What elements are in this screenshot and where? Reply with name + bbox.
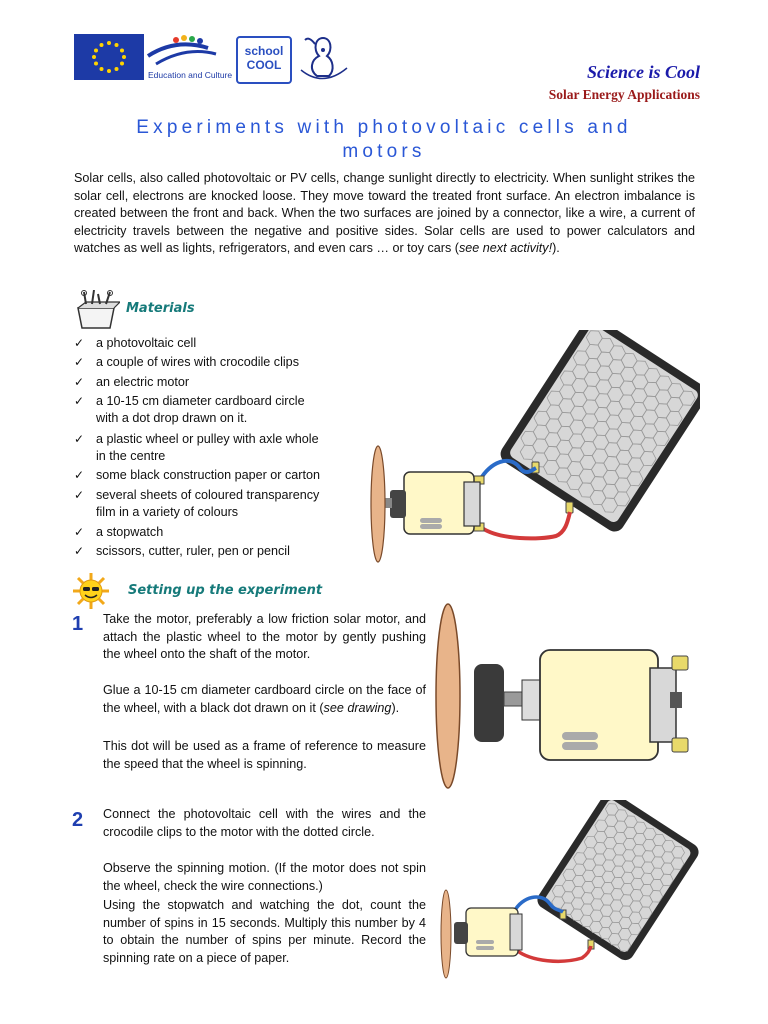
materials-item-text: a photovoltaic cell — [96, 336, 197, 350]
school-cool-logo: school COOL — [236, 36, 292, 84]
step-1-number: 1 — [72, 613, 84, 635]
materials-item-text: some black construction paper or carton — [96, 468, 321, 482]
diagram-solar-cell-motor-wheel — [360, 330, 700, 564]
greek-school-logo — [295, 30, 351, 86]
step-2-number: 2 — [72, 809, 84, 831]
step-2-paragraph-2: Observe the spinning motion. (If the motor does not spin the wheel, check the wire connections.) — [103, 861, 426, 893]
diagram-motor-with-disk — [432, 600, 702, 796]
step-2-paragraph-3: Using the stopwatch and watching the dot, count the number of spins in 15 seconds. Multiply this number by 4 to obtain the number of spins per minute. Record the spinning rate on a piece of paper. — [103, 898, 426, 965]
sun-icon — [72, 572, 110, 610]
materials-item-text: several sheets of coloured transparency film in a variety of colours — [96, 488, 320, 519]
checkmark-icon: ✓ — [74, 544, 85, 558]
header-right-title: Science is Cool — [587, 62, 700, 82]
checkmark-icon: ✓ — [74, 525, 85, 539]
intro-paragraph: Solar cells, also called photovoltaic or PV cells, change sunlight directly to electricity. When sunlight strikes the solar cell, electrons are knocked loose. They move toward the treated front surface. An electron imbalance is created between the front and back. When the two surfaces are joined by a connector, like a wire, a current of electricity travels between the negative and positive sides. Solar cells are used to power calculators and watches as well as lights, refrigerators, and even cars … or toy cars (see next activity!). — [74, 171, 695, 256]
step-1-paragraph-1: Take the motor, preferably a low friction solar motor, and attach the plastic wheel to the motor by gently pushing the wheel onto the shaft of the motor. — [103, 612, 426, 662]
education-culture-logo — [146, 34, 236, 82]
materials-item-text: an electric motor — [96, 375, 190, 389]
checkmark-icon: ✓ — [74, 468, 85, 482]
eu-flag-logo — [74, 34, 144, 80]
page-title-line-2: motors — [342, 141, 426, 162]
step-2-paragraph-1: Connect the photovoltaic cell with the wires and the crocodile clips to the motor with the dotted circle. — [103, 807, 426, 839]
diagram-connected-circuit — [432, 800, 702, 986]
toolbox-icon — [72, 290, 120, 330]
materials-item-text: scissors, cutter, ruler, pen or pencil — [96, 544, 290, 558]
page-title — [0, 116, 768, 164]
checkmark-icon: ✓ — [74, 355, 85, 369]
page-title-line-1: Experiments with photovoltaic cells and — [136, 117, 632, 138]
education-culture-caption: Education and Culture — [148, 70, 233, 80]
checkmark-icon: ✓ — [74, 432, 85, 446]
checkmark-icon: ✓ — [74, 375, 85, 389]
materials-heading: Materials — [126, 301, 195, 316]
header-right-subtitle: Solar Energy Applications — [548, 87, 700, 102]
step-1-paragraph-2: Glue a 10-15 cm diameter cardboard circle on the face of the wheel, with a black dot drawn on it (see drawing). — [103, 683, 426, 715]
materials-item-text: a stopwatch — [96, 525, 164, 539]
materials-item-text: a couple of wires with crocodile clips — [96, 355, 299, 369]
checkmark-icon: ✓ — [74, 336, 85, 350]
setup-heading: Setting up the experiment — [128, 583, 323, 598]
checkmark-icon: ✓ — [74, 394, 85, 408]
checkmark-icon: ✓ — [74, 488, 85, 502]
materials-item-text: a plastic wheel or pulley with axle whole in the centre — [96, 432, 319, 463]
step-1-paragraph-3: This dot will be used as a frame of reference to measure the speed that the wheel is spinning. — [103, 739, 426, 771]
materials-item-text: a 10-15 cm diameter cardboard circle with a dot drop drawn on it. — [96, 394, 305, 425]
